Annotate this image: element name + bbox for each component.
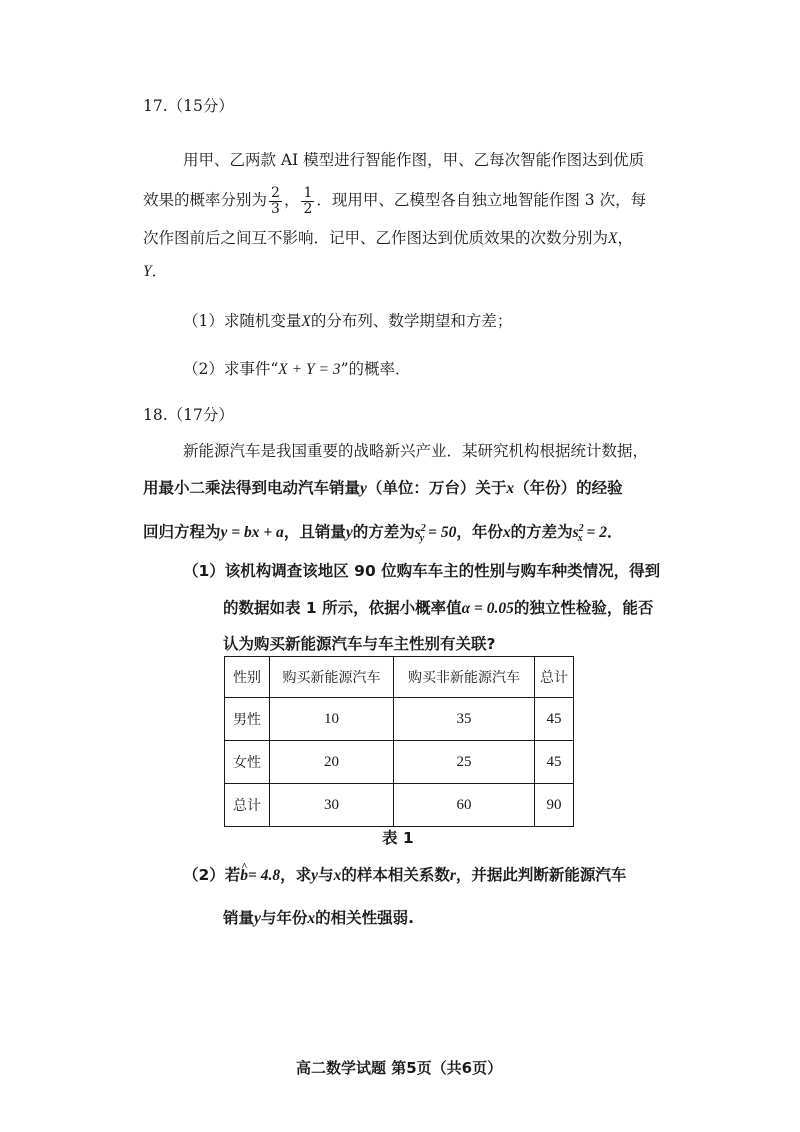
- q18-line-3-mid2: 的方差为: [352, 523, 415, 542]
- q18-line-2-post: （年份）的经验: [514, 479, 623, 497]
- table-cell-label: 女性: [225, 741, 270, 784]
- q18-part-2-pre: （2）若: [183, 866, 241, 884]
- table-cell: 90: [535, 784, 574, 827]
- table-cell-label: 总计: [225, 784, 270, 827]
- table-header-row: [225, 657, 574, 698]
- table-header-cell: 购买非新能源汽车: [394, 657, 535, 698]
- table-row: [225, 784, 574, 827]
- q18-line-3: [143, 518, 623, 550]
- table-cell-label: 男性: [225, 698, 270, 741]
- q18-part-1-line-2-post: 的独立性检验，能否: [513, 599, 654, 617]
- q18-line-3-mid3: ，年份: [456, 523, 503, 542]
- q17-line-2-post: ．现用甲、乙模型各自独立地智能作图 3 次，每: [316, 191, 647, 209]
- q18-part-2-line-2: [223, 907, 414, 930]
- q18-line-2-mid: （单位：万台）关于: [366, 479, 507, 497]
- fraction-denominator: 3: [271, 200, 280, 217]
- q18-line-3-post: ．: [607, 523, 623, 542]
- q18-line-2-pre: 用最小二乘法得到电动汽车销量: [143, 479, 361, 497]
- table-cell: 35: [394, 698, 535, 741]
- q18-part-2-mid1: ，求: [280, 866, 312, 884]
- q18-part-2-line-2-mid: 与年份: [260, 909, 308, 927]
- var-x: x: [502, 524, 511, 542]
- var-y: y: [254, 910, 261, 927]
- q17-part-2: [183, 358, 411, 381]
- superscript: 2: [420, 523, 426, 534]
- table-cell: 10: [270, 698, 394, 741]
- table-cell: 60: [394, 784, 535, 827]
- q17-part-2-post: ”的概率．: [340, 360, 411, 378]
- variance-sy: [414, 523, 457, 545]
- var-y: y: [345, 524, 353, 542]
- var-y: Y: [143, 263, 152, 280]
- expr-x-plus-y: X + Y = 3: [278, 361, 341, 378]
- q17-line-3: [143, 227, 633, 250]
- variance-symbol: s: [414, 524, 421, 542]
- q17-part-1: [183, 310, 512, 333]
- separator: ，: [283, 191, 300, 209]
- var-x: X: [301, 313, 311, 330]
- table-cell: 20: [270, 741, 394, 784]
- q17-line-1: 用甲、乙两款 AI 模型进行智能作图，甲、乙每次智能作图达到优质: [183, 151, 645, 169]
- q17-line-4-post: ．: [151, 262, 168, 280]
- q18-part-2-line-1: [183, 864, 626, 887]
- b-value: = 4.8: [248, 867, 281, 884]
- table-header-cell: 性别: [225, 657, 270, 698]
- var-r: r: [449, 867, 456, 884]
- alpha-value: α = 0.05: [461, 600, 514, 617]
- q18-part-2-post: ，并据此判断新能源汽车: [455, 866, 627, 884]
- table-cell: 25: [394, 741, 535, 784]
- var-x: x: [333, 867, 342, 884]
- variance-value: = 50: [428, 524, 457, 542]
- page-footer: 高二数学试题 第5页（共6页）: [296, 1059, 503, 1077]
- q17-line-2: [143, 182, 646, 218]
- q17-line-3-post: ，: [617, 229, 633, 247]
- q17-part-1-pre: （1）求随机变量: [183, 312, 302, 330]
- table-header-cell: 总计: [535, 657, 574, 698]
- q18-header: 18.（17分）: [143, 406, 234, 424]
- regression-equation: y = bx + a: [220, 524, 284, 542]
- q17-line-4: [143, 260, 167, 283]
- q17-header: 17.（15分）: [143, 97, 234, 115]
- q18-line-1: 新能源汽车是我国重要的战略新兴产业．某研究机构根据统计数据，: [183, 442, 649, 460]
- fraction-two-thirds: [269, 186, 282, 217]
- table-cell: 45: [535, 741, 574, 784]
- fraction-one-half: [301, 186, 314, 217]
- q18-part-2-mid3: 的样本相关系数: [341, 866, 450, 884]
- b-hat: ^ b: [240, 865, 248, 887]
- q17-part-2-pre: （2）求事件“: [183, 360, 279, 378]
- table-header-cell: 购买新能源汽车: [270, 657, 394, 698]
- q18-part-1-line-2: [223, 597, 653, 620]
- var-y: y: [311, 867, 319, 884]
- subscript: y: [419, 533, 425, 545]
- var-x: x: [506, 480, 515, 497]
- q18-line-3-mid1: ，且销量: [283, 523, 346, 542]
- variance-value: = 2: [586, 524, 607, 542]
- subscript: x: [577, 533, 583, 545]
- q18-part-2-mid2: 与: [318, 866, 334, 884]
- table-row: [225, 698, 574, 741]
- fraction-numerator: 2: [271, 184, 280, 201]
- table-1: [224, 656, 574, 827]
- q18-line-3-pre: 回归方程为: [143, 523, 221, 542]
- table-row: [225, 741, 574, 784]
- superscript: 2: [578, 523, 584, 534]
- q17-line-3-pre: 次作图前后之间互不影响．记甲、乙作图达到优质效果的次数分别为: [143, 229, 609, 247]
- variance-sx: [572, 523, 607, 545]
- q18-part-1-line-2-pre: 的数据如表 1 所示，依据小概率值: [223, 599, 462, 617]
- var-x: X: [608, 230, 618, 247]
- q18-part-1-line-1: （1）该机构调查该地区 90 位购车车主的性别与购车种类情况，得到: [183, 562, 661, 580]
- q18-line-3-mid4: 的方差为: [510, 523, 573, 542]
- fraction-numerator: 1: [303, 184, 313, 201]
- fraction-denominator: 2: [303, 200, 313, 217]
- q18-part-2-line-2-post: 的相关性强弱.: [315, 909, 415, 927]
- q18-part-2-line-2-pre: 销量: [223, 909, 255, 927]
- q17-part-1-post: 的分布列、数学期望和方差；: [310, 312, 513, 330]
- table-cell: 30: [270, 784, 394, 827]
- q18-line-2: [143, 477, 623, 500]
- q17-line-2-pre: 效果的概率分别为: [143, 191, 268, 209]
- variance-symbol: s: [572, 524, 579, 542]
- var-y: y: [360, 480, 367, 497]
- q18-part-1-line-3: 认为购买新能源汽车与车主性别有关联?: [223, 635, 496, 653]
- table-caption: 表 1: [382, 829, 414, 847]
- var-x: x: [307, 910, 316, 927]
- table-cell: 45: [535, 698, 574, 741]
